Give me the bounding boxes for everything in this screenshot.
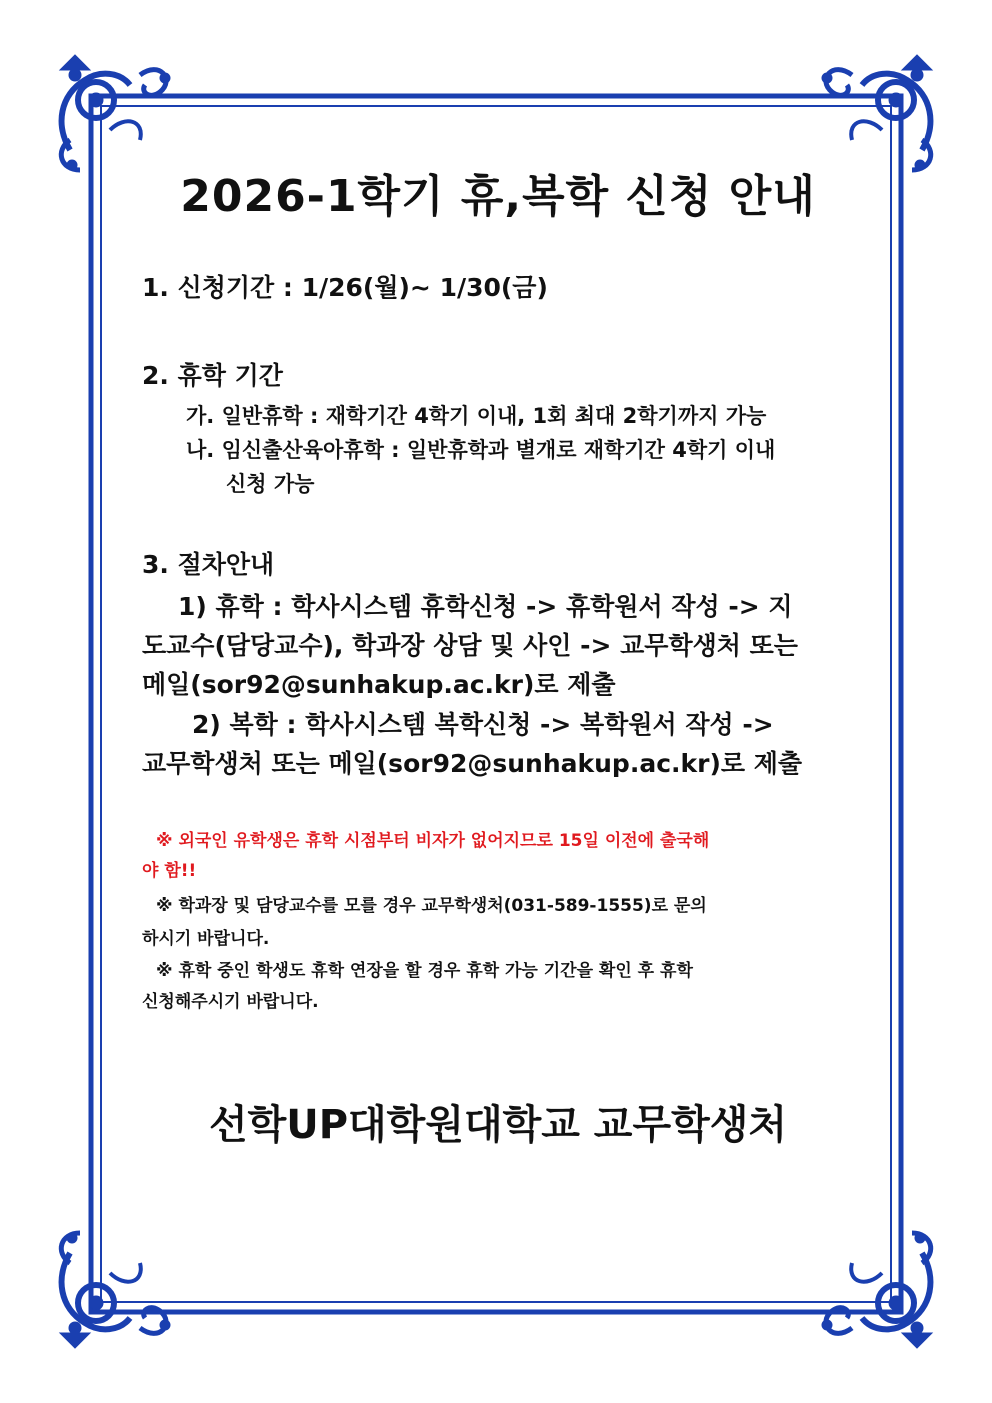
- section-3-return-line1: 2) 복학 : 학사시스템 복학신청 -> 복학원서 작성 ->: [192, 710, 774, 739]
- section-3-leave-line1: 1) 휴학 : 학사시스템 휴학신청 -> 휴학원서 작성 -> 지: [178, 592, 793, 621]
- note-contact-line1: ※ 학과장 및 담당교수를 모를 경우 교무학생처(031-589-1555)로 문의: [156, 896, 707, 916]
- section-2-item-b-line1: 나. 임신출산육아휴학 : 일반휴학과 별개로 재학기간 4학기 이내: [186, 438, 776, 462]
- corner-ornament-bottom-left: [60, 1233, 170, 1348]
- note-contact-line2: 하시기 바랍니다.: [142, 929, 270, 949]
- section-2-item-b-line2: 신청 가능: [226, 472, 315, 496]
- corner-ornament-bottom-right: [822, 1233, 932, 1348]
- issuer-signature: 선학UP대학원대학교 교무학생처: [208, 1102, 788, 1148]
- note-extension-line2: 신청해주시기 바랍니다.: [142, 992, 319, 1012]
- corner-ornament-top-right: [822, 55, 932, 170]
- section-3-leave-line2: 도교수(담당교수), 학과장 상담 및 사인 -> 교무학생처 또는: [142, 631, 798, 660]
- section-2-item-a: 가. 일반휴학 : 재학기간 4학기 이내, 1회 최대 2학기까지 가능: [186, 404, 767, 428]
- page-title: 2026-1학기 휴,복학 신청 안내: [180, 171, 816, 222]
- section-3-leave-line3: 메일(sor92@sunhakup.ac.kr)로 제출: [142, 670, 616, 699]
- note-foreign-students-line2: 야 함!!: [142, 861, 197, 881]
- section-2-heading: 2. 휴학 기간: [142, 361, 283, 390]
- section-1-application-period: 1. 신청기간 : 1/26(월)~ 1/30(금): [142, 273, 548, 302]
- section-3-return-line2: 교무학생처 또는 메일(sor92@sunhakup.ac.kr)로 제출: [142, 749, 803, 778]
- corner-ornament-top-left: [60, 55, 170, 170]
- section-3-heading: 3. 절차안내: [142, 550, 275, 579]
- note-extension-line1: ※ 휴학 중인 학생도 휴학 연장을 할 경우 휴학 가능 기간을 확인 후 휴학: [156, 961, 693, 981]
- note-foreign-students-line1: ※ 외국인 유학생은 휴학 시점부터 비자가 없어지므로 15일 이전에 출국해: [156, 831, 710, 851]
